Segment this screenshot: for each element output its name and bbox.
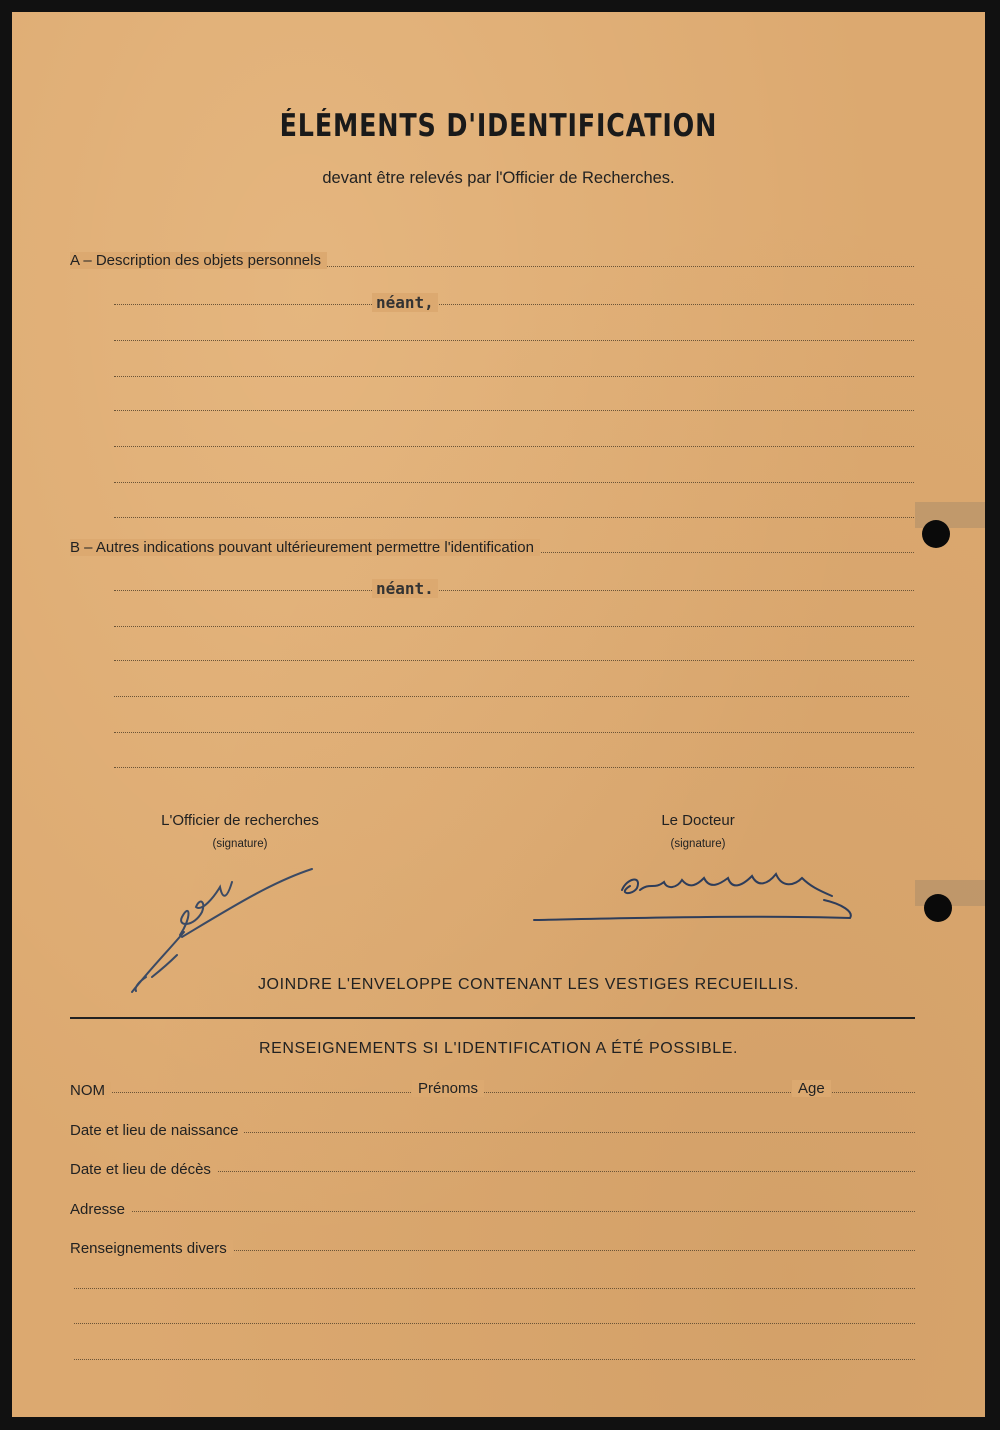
divers-label: Renseignements divers: [70, 1240, 233, 1257]
form-title: ÉLÉMENTS D'IDENTIFICATION: [279, 108, 718, 144]
divers-line-4: [74, 1359, 915, 1360]
form-subtitle: devant être relevés par l'Officier de Recherches.: [322, 169, 675, 187]
section-divider: [70, 1017, 915, 1019]
section-a-line-4: [114, 376, 914, 377]
section-b-line-5: [114, 696, 909, 697]
punch-hole-bottom: [924, 894, 952, 922]
divers-line-3: [74, 1323, 915, 1324]
prenoms-label: Prénoms: [412, 1080, 484, 1097]
section-b-line-2: [114, 590, 914, 591]
section-a-value: néant,: [372, 293, 438, 312]
nom-line: [70, 1092, 915, 1093]
section-b-line-3: [114, 626, 914, 627]
deces-label: Date et lieu de décès: [70, 1161, 217, 1178]
age-label: Age: [792, 1080, 831, 1097]
envelope-instruction: JOINDRE L'ENVELOPPE CONTENANT LES VESTIGES RECUEILLIS.: [257, 976, 800, 993]
section-b-line-6: [114, 732, 914, 733]
section-b-value: néant.: [372, 579, 438, 598]
section-a-line-3: [114, 340, 914, 341]
officer-title: L'Officier de recherches: [161, 812, 319, 829]
divers-line-2: [74, 1288, 915, 1289]
doctor-title: Le Docteur: [661, 812, 735, 829]
naissance-label: Date et lieu de naissance: [70, 1122, 244, 1139]
section-a-line-8: [114, 517, 914, 518]
doctor-caption: (signature): [670, 838, 726, 850]
section-a-line-6: [114, 446, 914, 447]
adresse-line: [70, 1211, 915, 1212]
nom-label: NOM: [70, 1082, 111, 1099]
punch-hole-top: [922, 520, 950, 548]
section-a-line-7: [114, 482, 914, 483]
section-b-label: B – Autres indications pouvant ultérieurement permettre l'identification: [70, 539, 540, 556]
section-b-line-4: [114, 660, 914, 661]
officer-caption: (signature): [212, 838, 268, 850]
section-a-line-5: [114, 410, 914, 411]
adresse-label: Adresse: [70, 1201, 131, 1218]
section-a-label: A – Description des objets personnels: [70, 252, 327, 269]
form-page: [12, 12, 985, 1417]
identification-heading: RENSEIGNEMENTS SI L'IDENTIFICATION A ÉTÉ POSSIBLE.: [258, 1040, 739, 1057]
doctor-signature: [532, 860, 862, 930]
section-b-line-7: [114, 767, 914, 768]
section-a-line-2: [114, 304, 914, 305]
